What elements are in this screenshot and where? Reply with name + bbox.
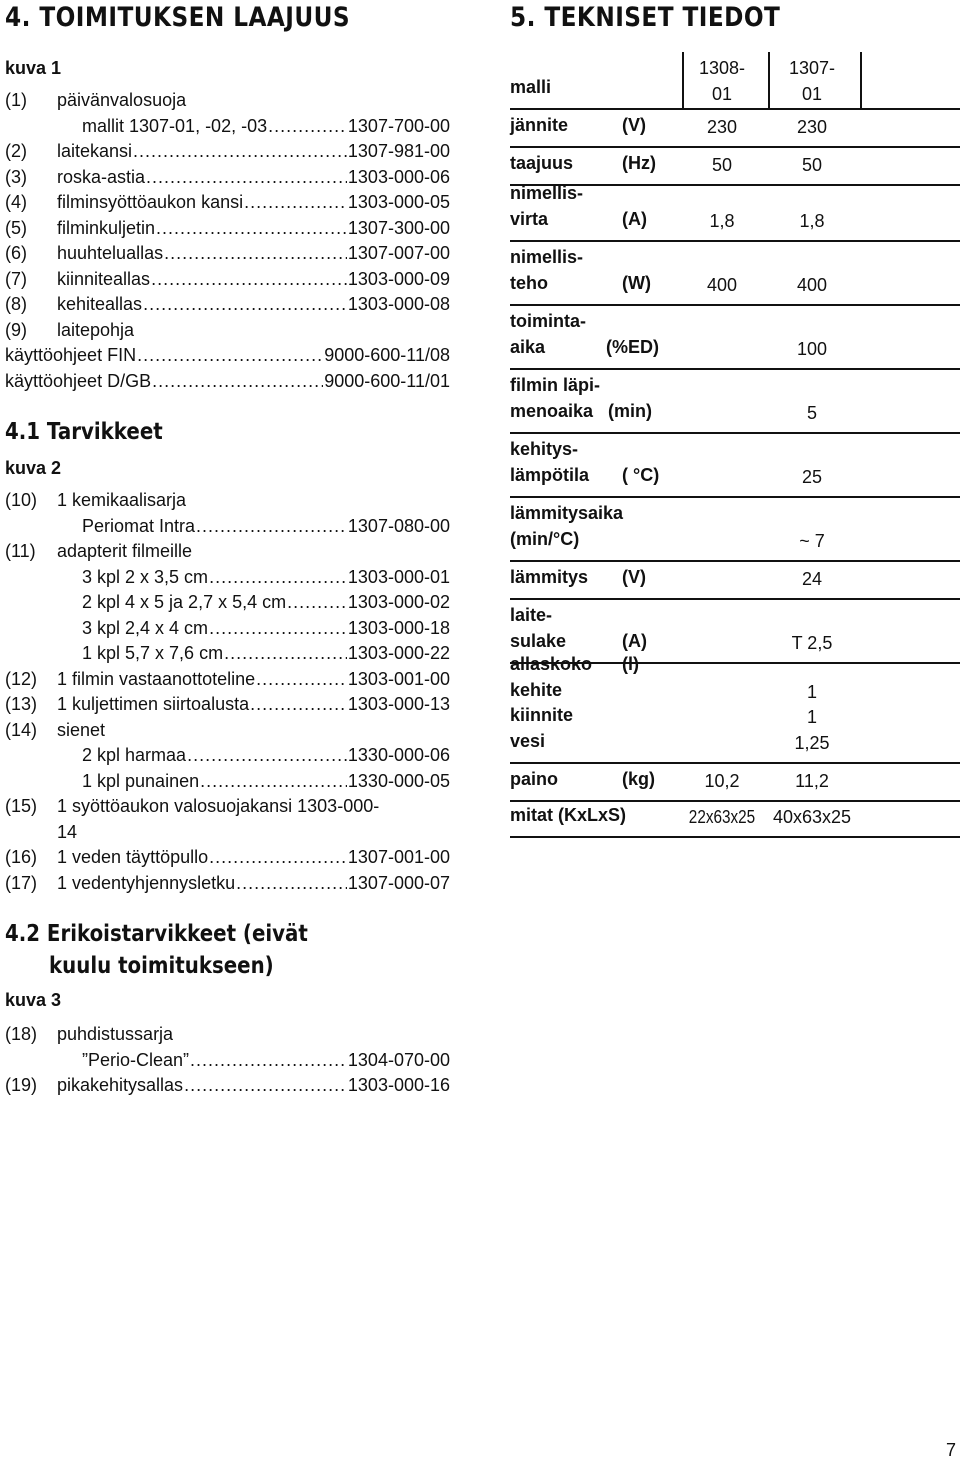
dot-leader — [256, 667, 347, 693]
item-number: (2) — [5, 141, 27, 161]
item-label: 3 kpl 2 x 3,5 cm — [82, 566, 209, 587]
tech-value: 5 — [806, 402, 817, 423]
dot-leader — [137, 343, 323, 369]
list-item — [5, 514, 450, 540]
tech-row — [510, 146, 960, 186]
list-item — [5, 743, 450, 769]
page-number: 7 — [945, 1440, 956, 1460]
figure-label-3: kuva 3 — [5, 990, 62, 1010]
tech-value: 1,8 — [709, 210, 735, 231]
section-heading-4: 4. TOIMITUKSEN LAAJUUS — [5, 2, 351, 33]
list-item — [5, 241, 450, 267]
dot-leader — [244, 190, 347, 216]
tech-unit: (V) — [622, 114, 646, 135]
item-label: Periomat Intra — [82, 515, 196, 536]
list-item — [5, 845, 450, 871]
tech-key: (min/°C) — [510, 528, 580, 549]
tech-value: 1,8 — [799, 210, 825, 231]
tech-key: vesi — [510, 730, 546, 751]
dot-leader — [250, 692, 347, 718]
list-item — [5, 488, 450, 514]
tech-unit: (min) — [608, 400, 652, 421]
item-label: laitepohja — [57, 319, 135, 340]
item-number: (4) — [5, 192, 27, 212]
dot-leader — [209, 565, 347, 591]
tech-value: 400 — [706, 274, 738, 295]
item-number: (17) — [5, 872, 38, 893]
list-item — [5, 871, 450, 897]
dot-leader — [184, 1073, 347, 1099]
item-label: päivänvalosuoja — [57, 90, 187, 110]
dot-leader — [287, 590, 347, 616]
table-divider — [860, 52, 862, 108]
list-item — [5, 292, 450, 318]
item-number: (14) — [5, 719, 38, 740]
item-code: 1303-000-02 — [347, 592, 450, 612]
section-heading-4-2-line1: 4.2 Erikoistarvikkeet (eivät — [5, 921, 308, 947]
tech-key: jännite — [510, 114, 569, 135]
item-label: roska-astia — [57, 166, 146, 187]
tech-value: 400 — [796, 274, 828, 295]
tech-key: lämpötila — [510, 464, 590, 485]
tech-unit: (Hz) — [622, 152, 656, 173]
tech-key: menoaika — [510, 400, 594, 421]
tech-key: kehite — [510, 679, 563, 700]
tech-unit: ( °C) — [622, 464, 660, 485]
item-code: 1303-000-22 — [347, 643, 450, 663]
tech-key: malli — [510, 76, 552, 97]
list-item — [5, 539, 450, 565]
item-label: filminkuljetin — [57, 217, 156, 238]
tech-value: 10,2 — [704, 770, 740, 791]
item-label: pikakehitysallas — [57, 1075, 184, 1095]
tech-unit: (l) — [622, 654, 639, 674]
tech-key: sulake — [510, 630, 567, 651]
tech-row — [510, 52, 960, 110]
list-item — [5, 641, 450, 667]
tech-unit: (A) — [622, 630, 647, 651]
tech-unit: (%ED) — [606, 336, 659, 357]
list-item — [5, 1048, 450, 1074]
tech-unit: (kg) — [622, 768, 655, 789]
tech-value: 230 — [796, 116, 828, 137]
item-label: puhdistussarja — [57, 1024, 174, 1044]
tech-row — [510, 240, 960, 306]
tech-value: T 2,5 — [791, 632, 833, 653]
list-item — [5, 616, 450, 642]
list-item — [5, 565, 450, 591]
list-item — [5, 718, 450, 744]
dot-leader — [268, 114, 347, 140]
tech-key: kehitys- — [510, 439, 579, 459]
item-number: (13) — [5, 694, 38, 714]
item-label: 1 filmin vastaanottoteline — [57, 668, 256, 689]
table-divider — [682, 52, 684, 108]
item-number: (16) — [5, 847, 38, 867]
tech-value: 100 — [796, 338, 828, 359]
tech-key: toiminta- — [510, 311, 586, 331]
item-code: 1303-000-01 — [347, 566, 450, 587]
item-code: 1307-981-00 — [347, 141, 450, 161]
list-item — [5, 318, 450, 344]
tech-key: virta — [510, 208, 549, 229]
figure-label-2: kuva 2 — [5, 458, 62, 478]
tech-key: laite- — [510, 605, 553, 625]
dot-leader — [224, 641, 347, 667]
item-code: 9000-600-11/01 — [324, 370, 450, 391]
list-item — [5, 667, 450, 693]
item-code: 1330-000-05 — [347, 770, 450, 791]
tech-key: lämmitys — [510, 566, 589, 587]
list-item — [5, 692, 450, 718]
tech-value: 50 — [711, 154, 733, 175]
list-item — [5, 1073, 450, 1099]
item-number: (1) — [5, 90, 27, 110]
tech-value: 40x63x25 — [772, 806, 852, 827]
list-item — [5, 794, 450, 820]
tech-key: teho — [510, 272, 548, 293]
tech-value: 1 1 1,25 — [794, 681, 830, 753]
dot-leader — [156, 216, 347, 242]
tech-key: filmin läpi- — [510, 375, 600, 395]
tech-value: 24 — [801, 568, 823, 589]
table-divider — [768, 52, 770, 108]
item-label: 2 kpl harmaa — [82, 745, 187, 765]
tech-value: 1308- 01 — [698, 58, 746, 104]
item-label: ”Perio-Clean” — [82, 1049, 190, 1070]
tech-key: lämmitysaika — [510, 503, 624, 523]
tech-row — [510, 654, 960, 764]
dot-leader — [236, 871, 347, 897]
item-label: 3 kpl 2,4 x 4 cm — [82, 617, 209, 638]
item-code: 1307-007-00 — [347, 243, 450, 263]
tech-row — [510, 496, 960, 562]
tech-row — [510, 304, 960, 370]
item-label: laitekansi — [57, 141, 133, 161]
tech-key: kiinnite — [510, 705, 574, 725]
dot-leader — [152, 369, 323, 395]
dot-leader — [187, 743, 347, 769]
item-label: huuhteluallas — [57, 243, 164, 263]
section-heading-4-1: 4.1 Tarvikkeet — [5, 419, 163, 445]
item-number: (8) — [5, 294, 27, 314]
list-item — [5, 369, 450, 395]
item-code: 1303-000-09 — [347, 268, 450, 289]
dot-leader — [164, 241, 347, 267]
item-label: käyttöohjeet D/GB — [5, 370, 152, 391]
figure-label-1: kuva 1 — [5, 58, 62, 78]
item-code: 1303-000-13 — [347, 694, 450, 714]
accessories-list — [5, 488, 450, 896]
dot-leader — [209, 845, 347, 871]
item-label: käyttöohjeet FIN — [5, 345, 137, 365]
tech-value: ~ 7 — [799, 530, 825, 551]
tech-key: allaskoko — [510, 654, 593, 674]
tech-key: paino — [510, 768, 558, 789]
tech-value: 50 — [801, 154, 823, 175]
tech-key: taajuus — [510, 152, 574, 173]
item-label: 1 kemikaalisarja — [57, 490, 187, 510]
item-number: (11) — [5, 541, 36, 561]
item-label: 14 — [57, 821, 78, 842]
item-number: (7) — [5, 268, 27, 289]
item-code: 1307-300-00 — [347, 217, 450, 238]
dot-leader — [151, 267, 347, 293]
delivery-list — [5, 88, 450, 394]
item-label: 2 kpl 4 x 5 ja 2,7 x 5,4 cm — [82, 592, 287, 612]
item-label: 1 vedentyhjennysletku — [57, 872, 236, 893]
list-item — [5, 267, 450, 293]
list-item — [5, 769, 450, 795]
tech-key: nimellis- — [510, 183, 584, 203]
tech-value: 25 — [801, 466, 823, 487]
list-item — [5, 590, 450, 616]
dot-leader — [209, 616, 347, 642]
item-number: (19) — [5, 1075, 38, 1095]
list-item — [5, 216, 450, 242]
item-label: filminsyöttöaukon kansi — [57, 192, 244, 212]
item-label: 1 kpl 5,7 x 7,6 cm — [82, 643, 224, 663]
list-item — [5, 165, 450, 191]
section-heading-4-2-line2: kuulu toimitukseen) — [49, 953, 274, 979]
dot-leader — [133, 139, 347, 165]
item-code: 1303-000-18 — [347, 617, 450, 638]
item-code: 1303-000-08 — [347, 294, 450, 314]
dot-leader — [190, 1048, 347, 1074]
tech-value: 22x63x25 — [688, 806, 756, 827]
tech-unit: (W) — [622, 272, 651, 293]
item-code: 1307-001-00 — [347, 847, 450, 867]
list-item — [5, 820, 450, 846]
tech-key: mitat (KxLxS) — [510, 804, 627, 825]
item-code: 1303-000-16 — [347, 1075, 450, 1095]
tech-row — [510, 184, 960, 242]
section-heading-5: 5. TEKNISET TIEDOT — [510, 2, 781, 33]
tech-value: 1307- 01 — [788, 58, 836, 104]
item-code: 1307-080-00 — [347, 515, 450, 536]
dot-leader — [143, 292, 347, 318]
item-code: 1303-001-00 — [347, 668, 450, 689]
item-code: 1304-070-00 — [347, 1049, 450, 1070]
list-item — [5, 88, 450, 114]
item-label: sienet — [57, 719, 106, 740]
tech-row — [510, 800, 960, 838]
item-code: 1303-000-05 — [347, 192, 450, 212]
tech-key: nimellis- — [510, 247, 584, 267]
tech-row — [510, 108, 960, 148]
dot-leader — [200, 769, 347, 795]
item-number: (10) — [5, 490, 38, 510]
tech-row — [510, 368, 960, 434]
tech-unit: (A) — [622, 208, 647, 229]
item-number: (12) — [5, 668, 38, 689]
item-label: 1 syöttöaukon valosuojakansi 1303-000- — [57, 796, 380, 816]
item-label: adapterit filmeille — [57, 541, 193, 561]
dot-leader — [196, 514, 347, 540]
item-number: (9) — [5, 319, 27, 340]
item-number: (15) — [5, 796, 38, 816]
item-label: 1 kpl punainen — [82, 770, 200, 791]
tech-row — [510, 560, 960, 600]
item-code: 1330-000-06 — [347, 745, 450, 765]
tech-row — [510, 762, 960, 802]
item-label: mallit 1307-01, -02, -03 — [82, 115, 268, 136]
tech-value: 230 — [706, 116, 738, 137]
item-number: (5) — [5, 217, 27, 238]
dot-leader — [146, 165, 347, 191]
item-code: 1307-700-00 — [347, 115, 450, 136]
item-number: (6) — [5, 243, 27, 263]
item-code: 1307-000-07 — [347, 872, 450, 893]
tech-row — [510, 432, 960, 498]
item-label: kehiteallas — [57, 294, 143, 314]
list-item — [5, 114, 450, 140]
item-code: 9000-600-11/08 — [324, 345, 450, 365]
item-label: kiinniteallas — [57, 268, 151, 289]
item-number: (18) — [5, 1024, 38, 1044]
list-item — [5, 190, 450, 216]
item-number: (3) — [5, 166, 27, 187]
item-label: 1 veden täyttöpullo — [57, 847, 209, 867]
list-item — [5, 343, 450, 369]
list-item — [5, 139, 450, 165]
tech-key: aika — [510, 336, 546, 357]
tech-unit: (V) — [622, 566, 646, 587]
tech-value: 11,2 — [795, 770, 829, 791]
list-item — [5, 1022, 450, 1048]
item-label: 1 kuljettimen siirtoalusta — [57, 694, 250, 714]
item-code: 1303-000-06 — [347, 166, 450, 187]
special-accessories-list — [5, 1022, 450, 1099]
